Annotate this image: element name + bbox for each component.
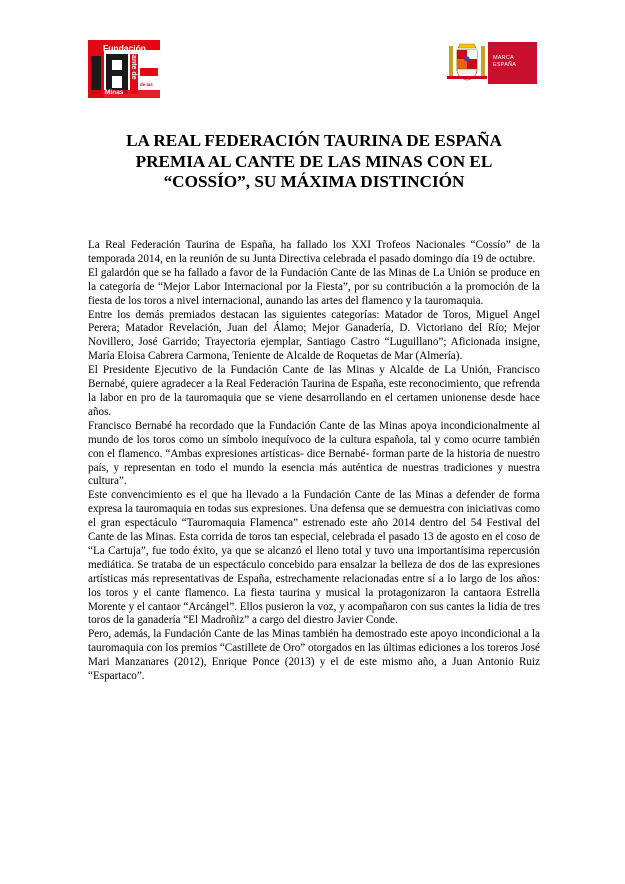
espana-label: ESPAÑA bbox=[493, 61, 517, 68]
marca-espana-text bbox=[493, 55, 516, 68]
fundacion-logo-small-text: de las bbox=[140, 82, 153, 87]
paragraph: Pero, además, la Fundación Cante de las Minas también ha demostrado este apoyo incondicional a la tauromaquia con los premios “Castillete de Oro” otorgados en las últimas ediciones a los toreros José Mari Manzanares (2012), Enrique Ponce (2013) y el de este mismo año, a Juan Antonio Ruiz “Espartaco”. bbox=[88, 628, 540, 683]
paragraph: El galardón que se ha fallado a favor de la Fundación Cante de las Minas de La Unión se produce en la categoría de “Mejor Labor Internacional por la Fiesta”, por su contribución a la promoción de la fiesta de los toros a nivel internacional, aunando las artes del flamenco y la tauromaquia. bbox=[88, 266, 540, 307]
paragraph: La Real Federación Taurina de España, ha fallado los XXI Trofeos Nacionales “Cossío” de la temporada 2014, en la reunión de su Junta Directiva celebrada el pasado domingo día 19 de octubre. bbox=[88, 239, 540, 265]
fundacion-logo-title: Fundación bbox=[103, 43, 146, 53]
fundacion-logo-vertical-text: Cante de bbox=[130, 50, 137, 80]
paragraph: Este convencimiento es el que ha llevado a la Fundación Cante de las Minas a defender de forma expresa la tauromaquia en todas sus expresiones. Una defensa que se demuestra con iniciativas como el gran espectáculo “Tauromaquia Flamenca” estrenado este año 2014 dentro del 54 Festival del Cante de las Minas. Esta corrida de toros tan especial, celebrada el pasado 13 de agosto en el coso de “La Cartuja”, fue todo éxito, ya que se alcanzó el lleno total y tuvo una importantísima repercusión mediática. Se trataba de un espectáculo concebido para ensalzar la belleza de dos de las expresiones artísticas más representativas de España, estrechamente relacionadas entre sí a lo largo de los años: los toros y el cante flamenco. La fiesta taurina y musical la protagonizaron la cantaora Estrella Morente y el cantaor “Arcángel”. Ellos pusieron la voz, y acompañaron con sus cantes la lidia de tres toros de la ganadería “El Madroñiz” a cargo del diestro Javier Conde. bbox=[88, 489, 540, 627]
paragraph: Francisco Bernabé ha recordado que la Fundación Cante de las Minas apoya incondicionalmente al mundo de los toros como un símbolo inequívoco de la cultura española, tal y como ocurre también con el flamenco. “Ambas expresiones artísticas- dice Bernabé- forman parte de la historia de nuestro país, y representan en todo el mundo la esencia más auténtica de nuestras tradiciones y nuestra cultura”. bbox=[88, 419, 540, 488]
press-release-title bbox=[88, 131, 540, 193]
paragraph: El Presidente Ejecutivo de la Fundación Cante de las Minas y Alcalde de La Unión, Francisco Bernabé, quiere agradecer a la Real Federación Taurina de España, este reconocimiento, que refrenda la labor en pro de la tauromaquia que se viene desarrollando en el certamen unionense desde hace años. bbox=[88, 364, 540, 418]
press-release-body bbox=[88, 239, 540, 684]
title-line: PREMIA AL CANTE DE LAS MINAS CON EL bbox=[135, 151, 493, 171]
spain-coat-of-arms-icon bbox=[447, 42, 487, 84]
fundacion-logo-minas-text: Minas bbox=[105, 89, 124, 96]
title-line: LA REAL FEDERACIÓN TAURINA DE ESPAÑA bbox=[126, 131, 502, 150]
marca-label: MARCA bbox=[493, 55, 514, 61]
title-line: “COSSÍO”, SU MÁXIMA DISTINCIÓN bbox=[163, 172, 465, 191]
paragraph: Entre los demás premiados destacan las siguientes categorías: Matador de Toros, Miguel Angel Perera; Matador Revelación, Juan del Álamo; Mejor Ganadería, D. Victoriano del Río; Mejor Novillero, José Garrido; Trayectoria ejemplar, Santiago Castro “Luguillano”; Aficionada insigne, María Eloisa Cabrera Carmona, Teniente de Alcalde de Roquetas de Mar (Almería). bbox=[88, 308, 540, 363]
